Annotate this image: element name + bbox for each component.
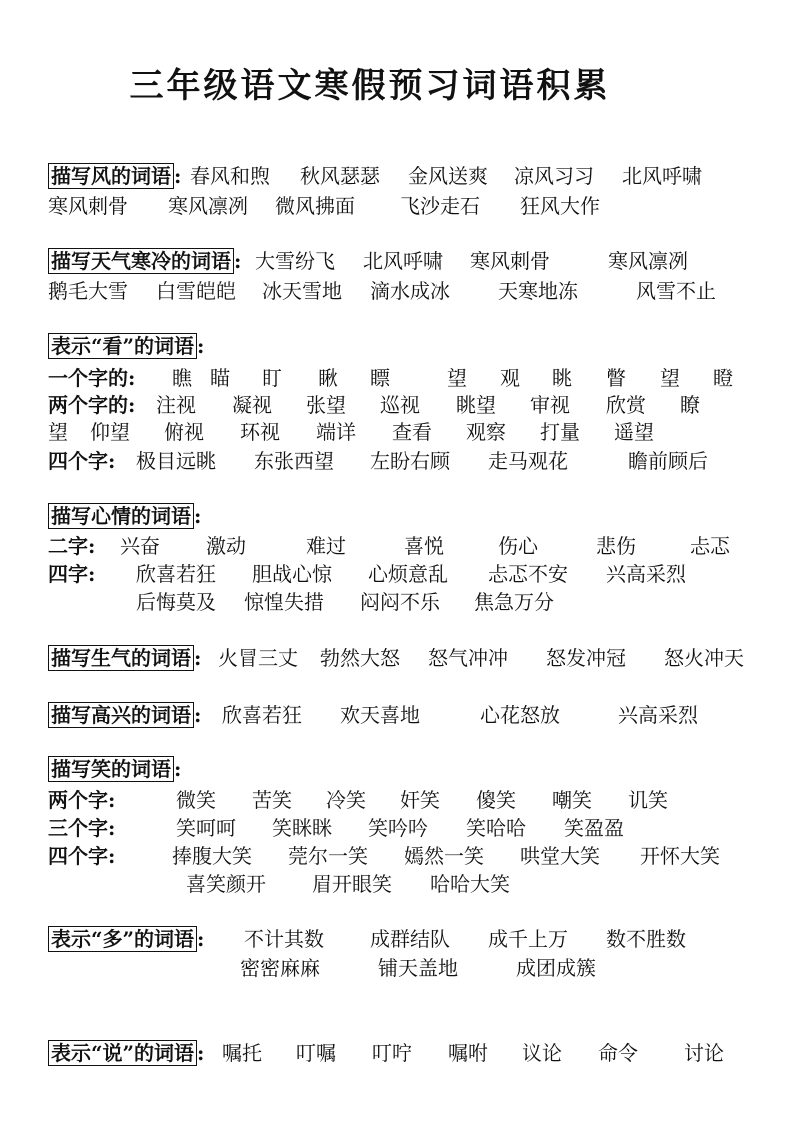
vocab-word: 怒火冲天 (664, 646, 744, 670)
word-line (48, 955, 748, 981)
word-line (48, 392, 748, 418)
heading-wrap (48, 163, 183, 189)
heading-colon: : (194, 504, 202, 528)
vocab-word: 心花怒放 (480, 703, 560, 727)
vocab-word: 凝视 (232, 393, 272, 417)
row-label: 两个字的: (48, 393, 136, 417)
vocab-word: 北风呼啸 (622, 164, 702, 188)
heading-wrap (48, 248, 243, 274)
vocab-word: 寒风凛冽 (168, 194, 248, 218)
section-heading: 表示“说”的词语 (48, 1040, 197, 1066)
section-heading: 描写心情的词语 (48, 503, 194, 529)
vocab-word: 数不胜数 (606, 927, 686, 951)
word-line (48, 419, 748, 445)
vocab-word: 勃然大怒 (320, 646, 400, 670)
vocab-word: 东张西望 (254, 449, 334, 473)
word-line (48, 248, 748, 274)
vocab-word: 兴奋 (120, 534, 160, 558)
vocab-word: 密密麻麻 (240, 956, 320, 980)
vocab-word: 惊惶失措 (244, 590, 324, 614)
vocab-word: 金风送爽 (408, 164, 488, 188)
heading-colon: : (197, 334, 205, 358)
row-label: 二字: (48, 534, 96, 558)
row-label: 四个字: (48, 449, 116, 473)
vocab-word: 秋风瑟瑟 (300, 164, 380, 188)
vocab-word: 极目远眺 (136, 449, 216, 473)
vocab-word: 瞻前顾后 (628, 449, 708, 473)
vocab-word: 北风呼啸 (363, 249, 443, 273)
heading-colon: : (197, 927, 205, 951)
vocab-word: 成千上万 (488, 927, 568, 951)
vocab-word: 命令 (598, 1041, 638, 1065)
vocab-word: 盯 (262, 366, 282, 390)
vocab-word: 望 (447, 366, 467, 390)
vocab-word: 笑呵呵 (176, 816, 236, 840)
vocab-word: 嘱咐 (448, 1041, 488, 1065)
vocab-word: 怒气冲冲 (428, 646, 508, 670)
vocab-word: 焦急万分 (474, 590, 554, 614)
heading-colon: : (194, 703, 202, 727)
vocab-word: 眉开眼笑 (312, 872, 392, 896)
vocab-word: 打量 (540, 420, 580, 444)
heading-colon: : (234, 249, 242, 273)
vocab-word: 瞅 (318, 366, 338, 390)
vocab-word: 寒风刺骨 (470, 249, 550, 273)
word-line (48, 561, 748, 587)
vocab-word: 左盼右顾 (370, 449, 450, 473)
vocab-word: 审视 (530, 393, 570, 417)
word-line (48, 589, 748, 615)
vocab-word: 微笑 (176, 788, 216, 812)
word-line (48, 365, 748, 391)
vocab-word: 铺天盖地 (378, 956, 458, 980)
vocab-word: 寒风凛冽 (608, 249, 688, 273)
vocab-word: 寒风刺骨 (48, 194, 128, 218)
word-line (48, 533, 748, 559)
word-line (48, 163, 748, 189)
vocab-word: 成团成簇 (516, 956, 596, 980)
section-heading: 表示“看”的词语 (48, 333, 197, 359)
vocab-word: 奸笑 (400, 788, 440, 812)
vocab-word: 大雪纷飞 (255, 249, 335, 273)
vocab-word: 瞥 (606, 366, 626, 390)
section-heading: 表示“多”的词语 (48, 926, 197, 952)
vocab-word: 冰天雪地 (262, 279, 342, 303)
word-line (48, 645, 748, 671)
vocab-word: 欣喜若狂 (136, 562, 216, 586)
heading-colon: : (174, 757, 182, 781)
vocab-word: 心烦意乱 (368, 562, 448, 586)
vocab-word: 傻笑 (476, 788, 516, 812)
vocab-word: 风雪不止 (636, 279, 716, 303)
vocab-word: 瞟 (370, 366, 390, 390)
vocab-word: 眺 (552, 366, 572, 390)
vocab-word: 胆战心惊 (252, 562, 332, 586)
section-heading: 描写高兴的词语 (48, 702, 194, 728)
vocab-word: 不计其数 (244, 927, 324, 951)
section-heading: 描写天气寒冷的词语 (48, 248, 234, 274)
vocab-word: 伤心 (498, 534, 538, 558)
vocab-word: 哄堂大笑 (520, 844, 600, 868)
word-line (48, 815, 748, 841)
vocab-word: 仰望 (90, 420, 130, 444)
word-line (48, 756, 748, 782)
vocab-word: 观察 (466, 420, 506, 444)
heading-wrap (48, 926, 206, 952)
vocab-word: 环视 (240, 420, 280, 444)
vocab-word: 兴高采烈 (606, 562, 686, 586)
word-line (48, 871, 748, 897)
vocab-word: 俯视 (164, 420, 204, 444)
row-label: 三个字: (48, 816, 116, 840)
word-line (48, 926, 748, 952)
vocab-word: 喜笑颜开 (186, 872, 266, 896)
vocab-word: 激动 (206, 534, 246, 558)
vocab-word: 瞭 (680, 393, 700, 417)
heading-wrap (48, 333, 206, 359)
vocab-word: 欣喜若狂 (222, 703, 302, 727)
vocab-word: 嘱托 (222, 1041, 262, 1065)
vocab-word: 天寒地冻 (498, 279, 578, 303)
heading-wrap (48, 503, 203, 529)
vocab-word: 叮咛 (372, 1041, 412, 1065)
vocab-word: 眺望 (456, 393, 496, 417)
vocab-word: 鹅毛大雪 (48, 279, 128, 303)
vocab-word: 张望 (306, 393, 346, 417)
section-heading: 描写生气的词语 (48, 645, 194, 671)
word-line (48, 843, 748, 869)
vocab-word: 叮嘱 (296, 1041, 336, 1065)
vocab-word: 狂风大作 (520, 194, 600, 218)
row-label: 两个字: (48, 788, 116, 812)
vocab-word: 苦笑 (252, 788, 292, 812)
vocab-word: 嘲笑 (552, 788, 592, 812)
vocab-word: 凉风习习 (514, 164, 594, 188)
vocab-word: 闷闷不乐 (360, 590, 440, 614)
word-line (48, 193, 748, 219)
vocab-word: 笑哈哈 (466, 816, 526, 840)
vocab-word: 后悔莫及 (136, 590, 216, 614)
vocab-word: 忐忑不安 (488, 562, 568, 586)
vocab-word: 走马观花 (488, 449, 568, 473)
vocab-word: 捧腹大笑 (172, 844, 252, 868)
section-heading: 描写风的词语 (48, 163, 174, 189)
vocab-word: 滴水成冰 (370, 279, 450, 303)
heading-colon: : (194, 646, 202, 670)
word-line (48, 702, 748, 728)
vocab-word: 巡视 (380, 393, 420, 417)
vocab-word: 飞沙走石 (400, 194, 480, 218)
vocab-word: 笑吟吟 (368, 816, 428, 840)
vocab-word: 春风和煦 (190, 164, 270, 188)
vocab-word: 查看 (392, 420, 432, 444)
vocab-word: 成群结队 (370, 927, 450, 951)
vocab-word: 悲伤 (596, 534, 636, 558)
vocab-word: 遥望 (614, 420, 654, 444)
vocab-word: 望 (48, 420, 68, 444)
vocab-word: 笑盈盈 (564, 816, 624, 840)
vocab-word: 莞尔一笑 (288, 844, 368, 868)
vocab-word: 望 (660, 366, 680, 390)
vocab-word: 议论 (522, 1041, 562, 1065)
heading-wrap (48, 1040, 206, 1066)
vocab-word: 哈哈大笑 (430, 872, 510, 896)
heading-colon: : (197, 1041, 205, 1065)
vocab-word: 讥笑 (628, 788, 668, 812)
vocab-word: 欣赏 (606, 393, 646, 417)
vocab-word: 难过 (306, 534, 346, 558)
page-title: 三年级语文寒假预习词语积累 (129, 66, 611, 106)
vocab-word: 喜悦 (404, 534, 444, 558)
heading-wrap (48, 756, 183, 782)
heading-colon: : (174, 164, 182, 188)
vocab-word: 冷笑 (326, 788, 366, 812)
vocab-word: 讨论 (684, 1041, 724, 1065)
word-line (48, 333, 748, 359)
heading-wrap (48, 645, 203, 671)
vocab-word: 白雪皑皑 (156, 279, 236, 303)
vocab-word: 开怀大笑 (640, 844, 720, 868)
row-label: 四个字: (48, 844, 116, 868)
vocab-word: 瞄 (210, 366, 230, 390)
vocab-word: 兴高采烈 (618, 703, 698, 727)
word-line (48, 787, 748, 813)
vocab-word: 笑眯眯 (272, 816, 332, 840)
vocab-word: 端详 (316, 420, 356, 444)
vocab-word: 欢天喜地 (340, 703, 420, 727)
word-line (48, 278, 748, 304)
vocab-word: 观 (500, 366, 520, 390)
vocab-word: 火冒三丈 (218, 646, 298, 670)
vocab-word: 怒发冲冠 (546, 646, 626, 670)
row-label: 一个字的: (48, 366, 136, 390)
vocab-word: 瞪 (713, 366, 733, 390)
vocab-word: 瞧 (172, 366, 192, 390)
vocab-word: 微风拂面 (275, 194, 355, 218)
vocab-word: 忐忑 (690, 534, 730, 558)
word-line (48, 503, 748, 529)
vocab-word: 注视 (156, 393, 196, 417)
heading-wrap (48, 702, 203, 728)
section-heading: 描写笑的词语 (48, 756, 174, 782)
word-line (48, 1040, 748, 1066)
row-label: 四字: (48, 562, 96, 586)
vocab-word: 嫣然一笑 (404, 844, 484, 868)
word-line (48, 448, 748, 474)
